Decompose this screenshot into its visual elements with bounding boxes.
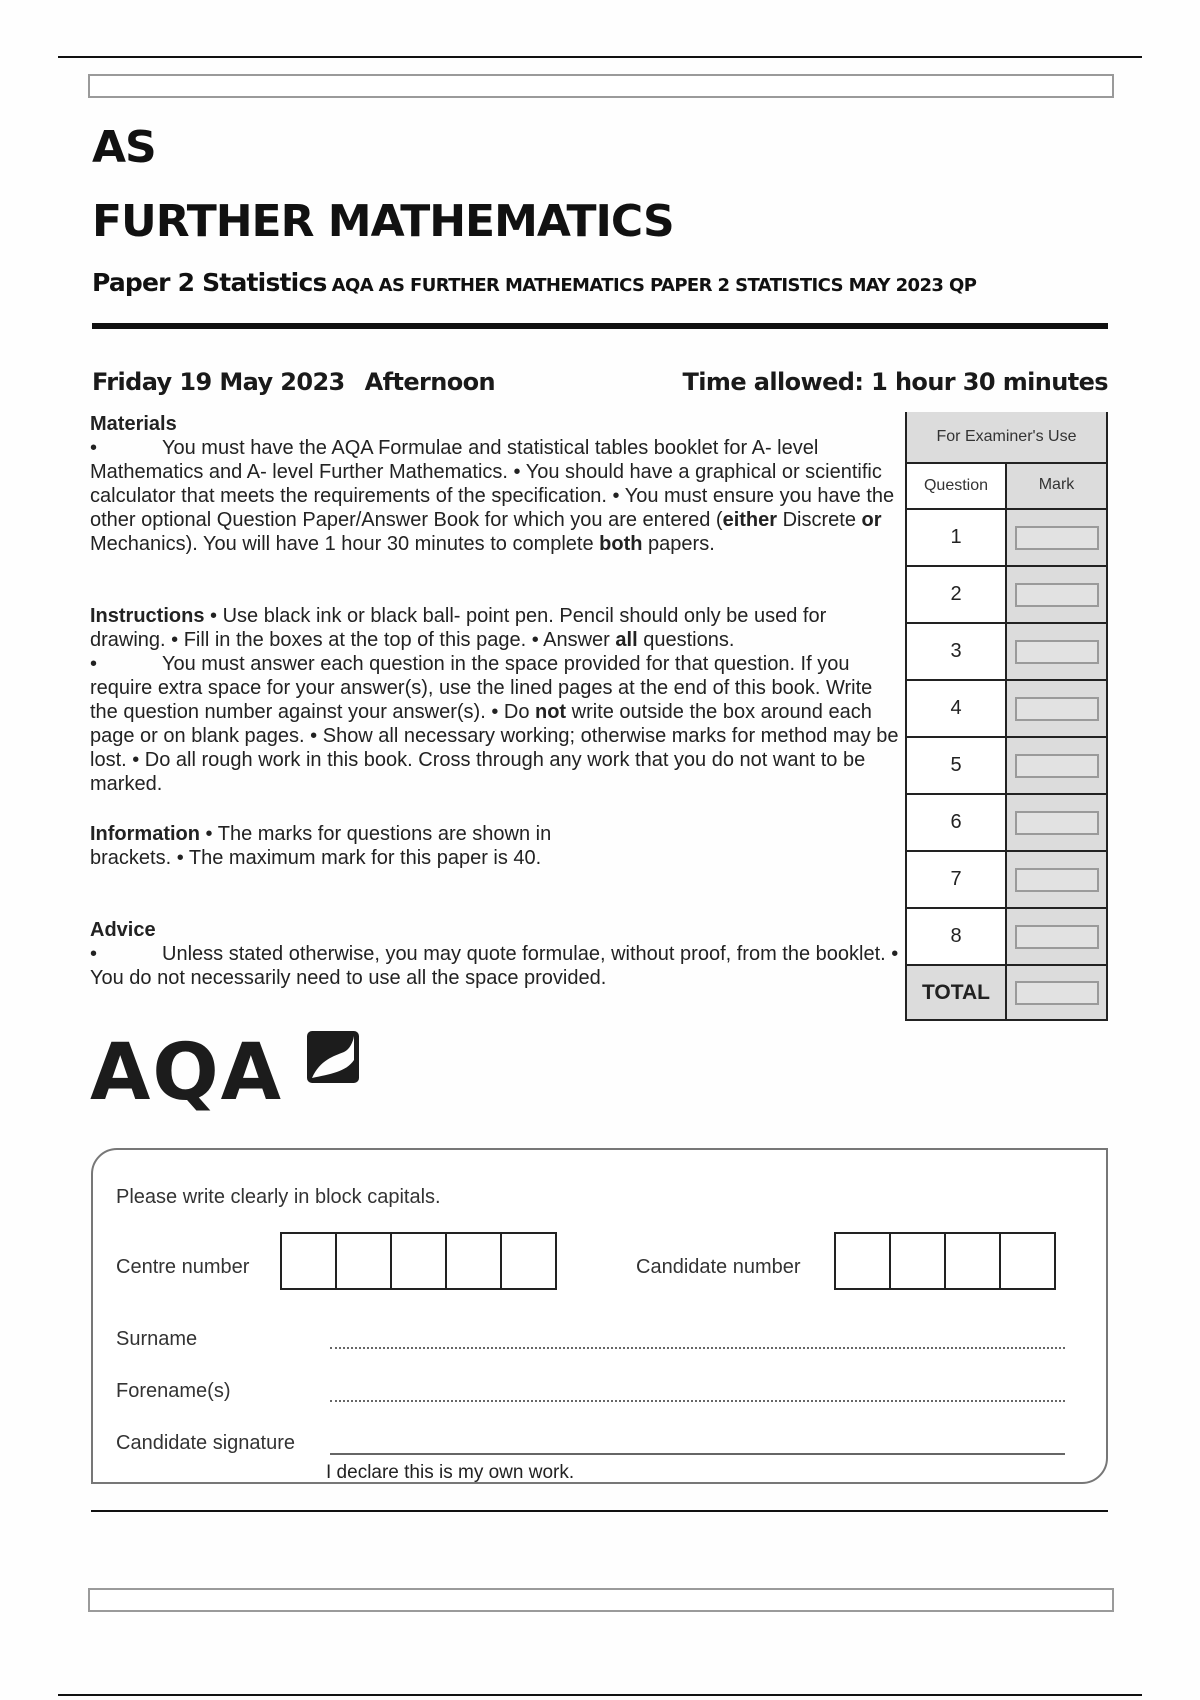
block-capitals-instruction: Please write clearly in block capitals. xyxy=(116,1186,441,1208)
information-section xyxy=(90,822,610,870)
information-heading: Information xyxy=(90,823,200,845)
qualification-level: AS xyxy=(92,122,156,173)
column-header-question: Question xyxy=(905,462,1007,508)
advice-section xyxy=(90,918,900,990)
centre-digit-box[interactable] xyxy=(445,1232,502,1290)
table-row xyxy=(905,679,1108,736)
centre-digit-box[interactable] xyxy=(500,1232,557,1290)
surname-label: Surname xyxy=(116,1328,198,1350)
mark-input[interactable] xyxy=(1015,697,1099,721)
centre-number-label: Centre number xyxy=(116,1256,250,1278)
mark-input[interactable] xyxy=(1015,526,1099,550)
table-row xyxy=(905,565,1108,622)
total-mark-input[interactable] xyxy=(1015,981,1099,1005)
aqa-logo-text: AQA xyxy=(90,1028,284,1118)
signature-label: Candidate signature xyxy=(116,1432,296,1454)
table-row xyxy=(905,793,1108,850)
paper-subtitle xyxy=(92,268,976,297)
paper-name: Paper 2 Statistics xyxy=(92,268,327,297)
question-number: 6 xyxy=(905,793,1007,850)
materials-text: •You must have the AQA Formulae and statistical tables booklet for A- level Mathematics and A- level Further Mathematics. • You should have a graphical or scientific calculator that meets the requirements of the specification. • You must ensure you have the other optional Question Paper/Answer Book for which you are entered (either Discrete or Mechanics). You will have 1 hour 30 minutes to complete both papers. xyxy=(90,436,900,556)
materials-heading: Materials xyxy=(90,413,177,435)
forename-field[interactable] xyxy=(330,1400,1065,1402)
information-text: • The marks for questions are shown in brackets. • The maximum mark for this paper is 40. xyxy=(90,823,552,869)
candidate-number-label: Candidate number xyxy=(636,1256,801,1278)
centre-number-field xyxy=(280,1232,557,1290)
question-number: 3 xyxy=(905,622,1007,679)
candidate-digit-box[interactable] xyxy=(944,1232,1001,1290)
footer-blank-box xyxy=(88,1588,1114,1612)
advice-heading: Advice xyxy=(90,919,156,941)
question-number: 7 xyxy=(905,850,1007,907)
column-header-mark: Mark xyxy=(1007,462,1108,508)
advice-text: •Unless stated otherwise, you may quote formulae, without proof, from the booklet. • You do not necessarily need to use all the space provided. xyxy=(90,942,900,990)
time-allowed: Time allowed: 1 hour 30 minutes xyxy=(682,368,1108,396)
bullet-icon xyxy=(90,652,162,676)
signature-field[interactable] xyxy=(330,1453,1065,1455)
table-row xyxy=(905,622,1108,679)
centre-digit-box[interactable] xyxy=(335,1232,392,1290)
mark-input[interactable] xyxy=(1015,811,1099,835)
centre-digit-box[interactable] xyxy=(280,1232,337,1290)
exam-date-text: Friday 19 May 2023 xyxy=(92,368,345,396)
candidate-digit-box[interactable] xyxy=(834,1232,891,1290)
table-row xyxy=(905,736,1108,793)
candidate-box-rule xyxy=(91,1510,1108,1512)
forename-label: Forename(s) xyxy=(116,1380,231,1402)
materials-section xyxy=(90,412,900,556)
question-number: 4 xyxy=(905,679,1007,736)
candidate-digit-box[interactable] xyxy=(889,1232,946,1290)
table-row xyxy=(905,850,1108,907)
mark-input[interactable] xyxy=(1015,583,1099,607)
question-number: 2 xyxy=(905,565,1007,622)
candidate-digit-box[interactable] xyxy=(999,1232,1056,1290)
mark-input[interactable] xyxy=(1015,868,1099,892)
declaration-text: I declare this is my own work. xyxy=(326,1462,575,1483)
table-row xyxy=(905,907,1108,964)
candidate-number-field xyxy=(834,1232,1056,1290)
bullet-icon xyxy=(90,436,162,460)
examiner-use-table xyxy=(905,412,1108,1021)
examiner-table-title: For Examiner's Use xyxy=(905,412,1108,462)
examiner-table-header xyxy=(905,462,1108,508)
paper-code-text: AQA AS FURTHER MATHEMATICS PAPER 2 STATISTICS MAY 2023 QP xyxy=(331,275,977,296)
centre-digit-box[interactable] xyxy=(390,1232,447,1290)
surname-field[interactable] xyxy=(330,1347,1065,1349)
mark-input[interactable] xyxy=(1015,925,1099,949)
total-label: TOTAL xyxy=(905,964,1007,1021)
header-blank-box xyxy=(88,74,1114,98)
subject-title: FURTHER MATHEMATICS xyxy=(92,196,674,247)
question-number: 8 xyxy=(905,907,1007,964)
mark-input[interactable] xyxy=(1015,640,1099,664)
bottom-rule xyxy=(58,1694,1142,1696)
instructions-heading: Instructions xyxy=(90,605,205,627)
instructions-section: Instructions • Use black ink or black ball- point pen. Pencil should only be used for drawing. • Fill in the boxes at the top of this page. • Answer all questions. •You must answer each question in the space provided for that question. If you require extra space for your answer(s), use the lined pages at the end of this book. Write the question number against your answer(s). • Do not write outside the box around each page or on blank pages. • Show all necessary working; otherwise marks for method may be lost. • Do all rough work in this book. Cross through any work that you do not want to be marked. xyxy=(90,604,900,796)
question-number: 5 xyxy=(905,736,1007,793)
mark-input[interactable] xyxy=(1015,754,1099,778)
bullet-icon xyxy=(90,942,162,966)
total-row xyxy=(905,964,1108,1021)
aqa-logo xyxy=(90,1026,350,1118)
exam-session: Afternoon xyxy=(364,368,496,396)
title-rule xyxy=(92,323,1108,329)
table-row xyxy=(905,508,1108,565)
aqa-leaf-icon xyxy=(306,1030,360,1084)
question-number: 1 xyxy=(905,508,1007,565)
top-rule xyxy=(58,56,1142,58)
exam-date xyxy=(92,368,495,396)
